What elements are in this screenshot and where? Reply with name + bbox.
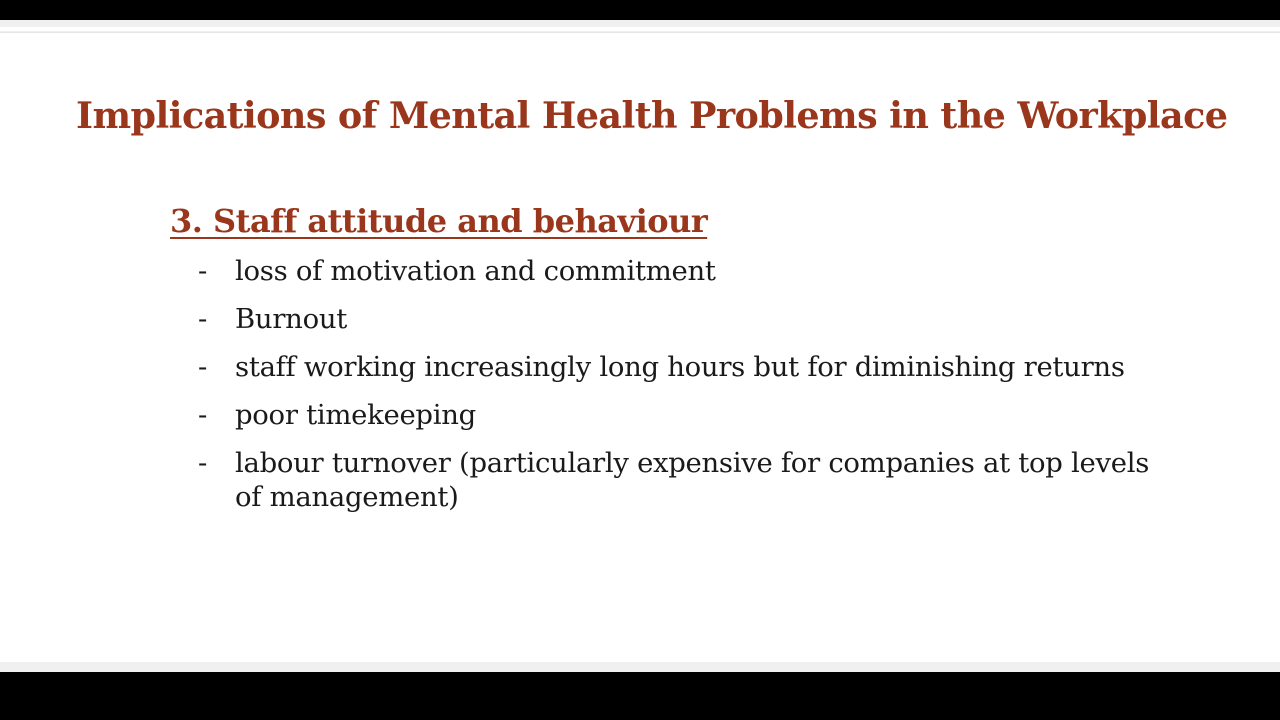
slide <box>0 20 1280 672</box>
bullet-item <box>196 446 1156 514</box>
bullet-text: staff working increasingly long hours but for diminishing returns <box>235 351 1125 383</box>
bullet-item <box>196 302 1156 336</box>
bullet-text: labour turnover (particularly expensive for companies at top levels of management) <box>235 447 1150 513</box>
bullet-text: poor timekeeping <box>235 399 476 431</box>
bullet-marker: - <box>198 303 207 335</box>
bullet-text: Burnout <box>235 303 347 335</box>
bullet-item <box>196 398 1156 432</box>
section-heading: 3. Staff attitude and behaviour <box>170 202 708 240</box>
bullet-text: loss of motivation and commitment <box>235 255 716 287</box>
bullet-item <box>196 350 1156 384</box>
bullet-marker: - <box>198 255 207 287</box>
bullet-item <box>196 254 1156 288</box>
slide-title: Implications of Mental Health Problems in the Workplace <box>76 94 1228 137</box>
bullet-marker: - <box>198 447 207 479</box>
bullet-marker: - <box>198 399 207 431</box>
slide-top-border-gap <box>0 27 1280 31</box>
bullet-list <box>196 254 1156 528</box>
bullet-marker: - <box>198 351 207 383</box>
slide-bottom-border <box>0 662 1280 672</box>
